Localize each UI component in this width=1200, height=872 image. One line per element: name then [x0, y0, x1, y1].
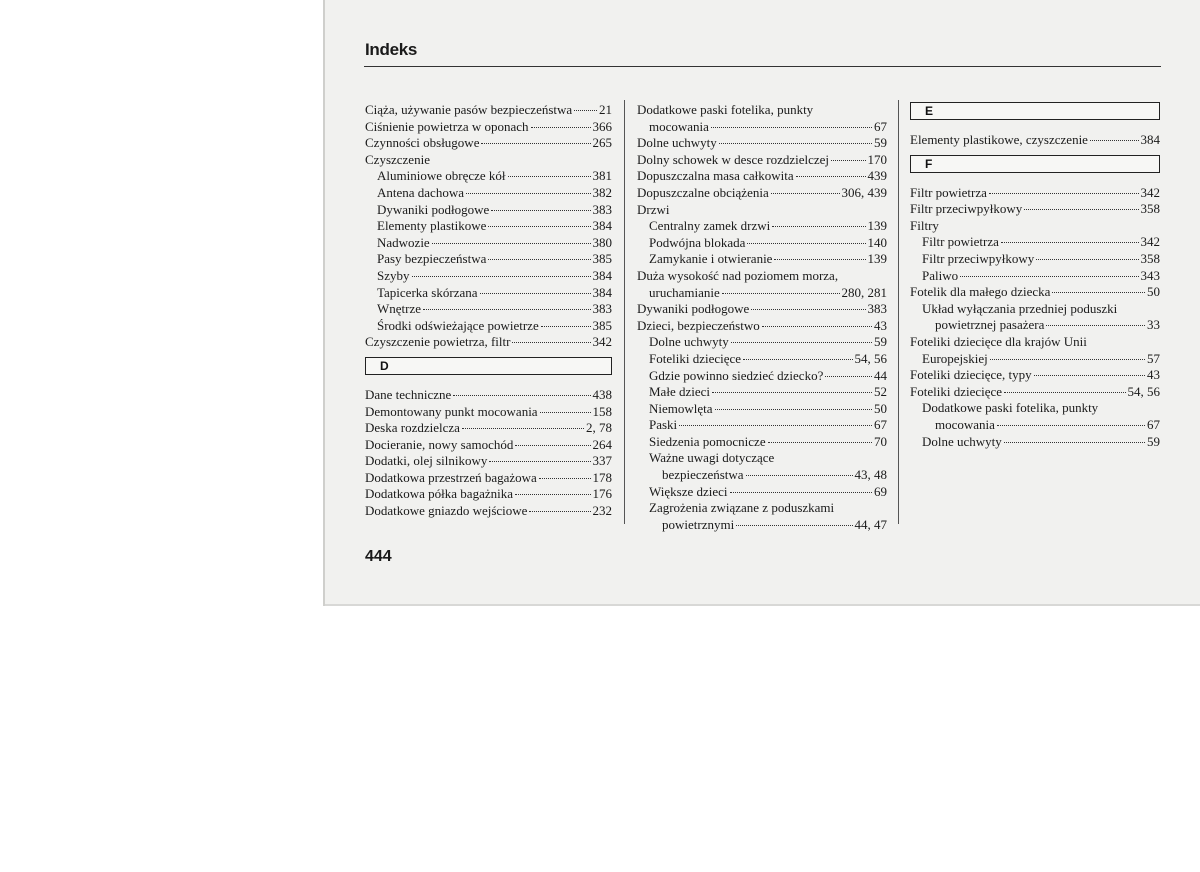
entry-text: Gdzie powinno siedzieć dziecko?	[649, 367, 824, 383]
entry-text: Paski	[649, 417, 678, 433]
dot-leader	[1046, 325, 1145, 326]
dot-leader	[432, 243, 591, 244]
entry-text: Fotelik dla małego dziecka	[910, 284, 1051, 300]
index-page	[323, 0, 1200, 606]
entry-page: 139	[867, 218, 887, 234]
entry-page: 366	[592, 118, 612, 134]
index-entry	[910, 317, 1160, 334]
index-entry	[365, 301, 612, 318]
entry-page: 21	[599, 102, 612, 117]
entry-text: mocowania	[649, 118, 709, 134]
dot-leader	[531, 127, 591, 128]
entry-page: 382	[592, 184, 612, 200]
dot-leader	[796, 176, 866, 177]
column-divider	[624, 100, 625, 524]
entry-text: Dopuszczalna masa całkowita	[637, 168, 794, 184]
entry-text: Dolne uchwyty	[922, 433, 1002, 449]
entry-text: mocowania	[935, 416, 995, 432]
dot-leader	[711, 127, 872, 128]
dot-leader	[515, 445, 590, 446]
entry-page: 232	[592, 503, 612, 519]
dot-leader	[541, 326, 591, 327]
dot-leader	[712, 392, 872, 393]
index-entry	[637, 500, 887, 517]
entry-page: 383	[592, 301, 612, 317]
index-entry	[637, 152, 887, 169]
entry-page: 50	[1147, 284, 1160, 300]
entry-text: Docieranie, nowy samochód	[365, 436, 514, 452]
entry-text: Dodatkowe gniazdo wejściowe	[365, 503, 528, 519]
entry-text: Aluminiowe obręcze kół	[377, 168, 506, 184]
entry-text: Filtr powietrza	[910, 184, 987, 200]
entry-text: powietrznej pasażera	[935, 317, 1045, 333]
dot-leader	[412, 276, 591, 277]
dot-leader	[1024, 209, 1138, 210]
index-entry	[637, 417, 887, 434]
entry-page: 176	[592, 486, 612, 502]
dot-leader	[989, 193, 1139, 194]
entry-page: 280, 281	[841, 284, 887, 300]
index-entry	[910, 234, 1160, 251]
dot-leader	[462, 428, 584, 429]
entry-page: 44, 47	[854, 516, 887, 532]
entry-text: Układ wyłączania przedniej poduszki	[922, 300, 1118, 316]
entry-text: Niemowlęta	[649, 400, 713, 416]
entry-text: Ciśnienie powietrza w oponach	[365, 118, 529, 134]
entry-text: Czyszczenie	[365, 151, 430, 167]
dot-leader	[719, 143, 872, 144]
index-entry	[365, 420, 612, 437]
entry-page: 67	[1147, 416, 1160, 432]
index-entry	[910, 268, 1160, 285]
index-entry	[365, 285, 612, 302]
entry-text: Zamykanie i otwieranie	[649, 251, 773, 267]
dot-leader	[831, 160, 865, 161]
entry-page: 385	[592, 251, 612, 267]
dot-leader	[771, 193, 840, 194]
entry-page: 264	[592, 436, 612, 452]
entry-page: 57	[1147, 350, 1160, 366]
entry-text: Podwójna blokada	[649, 234, 746, 250]
index-entry	[910, 417, 1160, 434]
index-entry	[910, 132, 1160, 149]
index-entry	[637, 450, 887, 467]
index-entry	[637, 434, 887, 451]
dot-leader	[825, 376, 872, 377]
index-entry	[637, 168, 887, 185]
dot-leader	[515, 494, 590, 495]
entry-page: 358	[1140, 250, 1160, 266]
index-entry	[365, 503, 612, 520]
dot-leader	[736, 525, 852, 526]
index-entry	[365, 453, 612, 470]
entry-page: 343	[1140, 267, 1160, 283]
entry-text: Foteliki dziecięce	[910, 383, 1003, 399]
index-entry	[637, 285, 887, 302]
index-entry	[910, 384, 1160, 401]
dot-leader	[960, 276, 1138, 277]
entry-page: 70	[874, 433, 887, 449]
entry-text: Duża wysokość nad poziomem morza,	[637, 267, 839, 283]
entry-page: 383	[867, 301, 887, 317]
index-entry	[910, 367, 1160, 384]
index-entry	[365, 168, 612, 185]
index-entry	[365, 334, 612, 351]
entry-page: 342	[1140, 234, 1160, 250]
entry-page: 59	[874, 135, 887, 151]
section-letter-box: F	[910, 155, 1160, 173]
index-entry	[365, 218, 612, 235]
entry-text: Dolne uchwyty	[649, 334, 729, 350]
entry-text: Dywaniki podłogowe	[637, 301, 750, 317]
entry-page: 358	[1140, 201, 1160, 217]
index-entry	[910, 301, 1160, 318]
index-entry	[910, 400, 1160, 417]
entry-page: 139	[867, 251, 887, 267]
index-column-3	[910, 102, 1160, 450]
entry-text: Dzieci, bezpieczeństwo	[637, 317, 760, 333]
page-number: 444	[365, 548, 392, 565]
entry-page: 170	[867, 151, 887, 167]
dot-leader	[574, 110, 597, 111]
dot-leader	[768, 442, 872, 443]
dot-leader	[679, 425, 872, 426]
dot-leader	[1034, 375, 1145, 376]
dot-leader	[453, 395, 590, 396]
index-entry	[365, 235, 612, 252]
entry-text: Foteliki dziecięce dla krajów Unii	[910, 333, 1087, 349]
entry-text: Wnętrze	[377, 301, 422, 317]
index-entry	[637, 102, 887, 119]
dot-leader	[1036, 259, 1138, 260]
index-entry	[637, 484, 887, 501]
entry-text: Dodatkowe paski fotelika, punkty	[637, 102, 814, 117]
entry-page: 59	[874, 334, 887, 350]
entry-page: 383	[592, 201, 612, 217]
entry-text: powietrznymi	[662, 516, 735, 532]
entry-page: 43	[1147, 367, 1160, 383]
entry-page: 306, 439	[841, 184, 887, 200]
entry-text: Filtr przeciwpyłkowy	[922, 250, 1035, 266]
entry-page: 43, 48	[854, 467, 887, 483]
entry-page: 54, 56	[1127, 383, 1160, 399]
dot-leader	[488, 259, 590, 260]
dot-leader	[746, 475, 853, 476]
index-entry	[910, 334, 1160, 351]
entry-page: 178	[592, 469, 612, 485]
column-divider	[898, 100, 899, 524]
index-entry	[365, 387, 612, 404]
entry-text: uruchamianie	[649, 284, 720, 300]
entry-text: Dolne uchwyty	[637, 135, 717, 151]
index-entry	[637, 268, 887, 285]
page-title: Indeks	[365, 40, 418, 59]
dot-leader	[762, 326, 872, 327]
index-entry	[637, 517, 887, 534]
index-entry	[637, 135, 887, 152]
dot-leader	[774, 259, 865, 260]
entry-text: Elementy plastikowe	[377, 218, 487, 234]
dot-leader	[491, 210, 590, 211]
dot-leader	[529, 511, 590, 512]
index-entry	[637, 251, 887, 268]
entry-text: Drzwi	[637, 201, 670, 217]
index-entry	[365, 470, 612, 487]
dot-leader	[508, 176, 591, 177]
dot-leader	[730, 492, 872, 493]
entry-text: Większe dzieci	[649, 483, 728, 499]
index-entry	[365, 486, 612, 503]
entry-page: 33	[1147, 317, 1160, 333]
entry-text: Dodatkowe paski fotelika, punkty	[922, 400, 1099, 416]
dot-leader	[1001, 242, 1139, 243]
index-entry	[637, 185, 887, 202]
entry-text: Elementy plastikowe, czyszczenie	[910, 132, 1088, 147]
entry-page: 44	[874, 367, 887, 383]
index-entry	[365, 268, 612, 285]
index-entry	[637, 467, 887, 484]
index-entry	[365, 202, 612, 219]
dot-leader	[466, 193, 591, 194]
entry-text: bezpieczeństwa	[662, 467, 744, 483]
entry-text: Filtr powietrza	[922, 234, 999, 250]
index-entry	[910, 251, 1160, 268]
dot-leader	[489, 461, 590, 462]
index-entry	[365, 102, 612, 119]
entry-page: 52	[874, 384, 887, 400]
entry-page: 385	[592, 317, 612, 333]
index-entry	[910, 185, 1160, 202]
index-entry	[910, 351, 1160, 368]
index-entry	[365, 119, 612, 136]
entry-text: Ciąża, używanie pasów bezpieczeństwa	[365, 102, 573, 117]
dot-leader	[747, 243, 865, 244]
entry-text: Ważne uwagi dotyczące	[649, 450, 775, 466]
entry-page: 140	[867, 234, 887, 250]
entry-page: 54, 56	[854, 350, 887, 366]
index-entry	[637, 218, 887, 235]
section-letter-box: E	[910, 102, 1160, 120]
entry-text: Dolny schowek w desce rozdzielczej	[637, 151, 830, 167]
entry-text: Foteliki dziecięce	[649, 350, 742, 366]
entry-page: 265	[592, 135, 612, 151]
index-entry	[637, 318, 887, 335]
index-entry	[365, 135, 612, 152]
entry-text: Dodatkowa półka bagażnika	[365, 486, 514, 502]
entry-text: Deska rozdzielcza	[365, 420, 460, 436]
dot-leader	[1052, 292, 1145, 293]
entry-text: Antena dachowa	[377, 184, 464, 200]
dot-leader	[423, 309, 590, 310]
entry-page: 67	[874, 118, 887, 134]
dot-leader	[751, 309, 865, 310]
entry-text: Zagrożenia związane z poduszkami	[649, 500, 835, 516]
index-entry	[910, 434, 1160, 451]
entry-page: 337	[592, 453, 612, 469]
entry-text: Filtr przeciwpyłkowy	[910, 201, 1023, 217]
index-entry	[365, 404, 612, 421]
dot-leader	[488, 226, 590, 227]
entry-text: Dywaniki podłogowe	[377, 201, 490, 217]
dot-leader	[772, 226, 865, 227]
dot-leader	[539, 478, 591, 479]
index-entry	[910, 284, 1160, 301]
entry-text: Dane techniczne	[365, 386, 452, 402]
index-entry	[637, 401, 887, 418]
entry-page: 384	[592, 218, 612, 234]
entry-text: Demontowany punkt mocowania	[365, 403, 538, 419]
index-entry	[365, 185, 612, 202]
entry-page: 384	[1140, 132, 1160, 147]
entry-text: Tapicerka skórzana	[377, 284, 478, 300]
entry-text: Dodatki, olej silnikowy	[365, 453, 488, 469]
entry-page: 67	[874, 417, 887, 433]
dot-leader	[480, 293, 591, 294]
dot-leader	[481, 143, 590, 144]
header-rule	[364, 66, 1161, 67]
entry-text: Nadwozie	[377, 234, 430, 250]
entry-text: Pasy bezpieczeństwa	[377, 251, 487, 267]
entry-page: 380	[592, 234, 612, 250]
entry-page: 59	[1147, 433, 1160, 449]
entry-text: Centralny zamek drzwi	[649, 218, 771, 234]
entry-text: Siedzenia pomocnicze	[649, 433, 766, 449]
dot-leader	[1004, 442, 1145, 443]
dot-leader	[997, 425, 1145, 426]
index-entry	[365, 251, 612, 268]
entry-text: Dopuszczalne obciążenia	[637, 184, 769, 200]
index-entry	[637, 368, 887, 385]
entry-text: Filtry	[910, 217, 939, 233]
index-entry	[365, 437, 612, 454]
index-column-1	[365, 102, 612, 520]
dot-leader	[731, 342, 872, 343]
index-entry	[637, 301, 887, 318]
entry-page: 50	[874, 400, 887, 416]
index-entry	[637, 235, 887, 252]
index-entry	[637, 351, 887, 368]
entry-page: 158	[592, 403, 612, 419]
entry-page: 384	[592, 267, 612, 283]
entry-text: Środki odświeżające powietrze	[377, 317, 539, 333]
dot-leader	[1090, 140, 1139, 141]
entry-text: Czyszczenie powietrza, filtr	[365, 334, 511, 350]
entry-text: Szyby	[377, 267, 410, 283]
dot-leader	[1004, 392, 1125, 393]
dot-leader	[512, 342, 590, 343]
entry-page: 2, 78	[586, 420, 612, 436]
dot-leader	[722, 293, 840, 294]
index-entry	[637, 384, 887, 401]
entry-page: 438	[592, 386, 612, 402]
entry-text: Czynności obsługowe	[365, 135, 480, 151]
index-entry	[365, 152, 612, 169]
entry-page: 43	[874, 317, 887, 333]
entry-text: Paliwo	[922, 267, 959, 283]
entry-text: Europejskiej	[922, 350, 988, 366]
dot-leader	[743, 359, 852, 360]
entry-page: 342	[592, 334, 612, 350]
entry-page: 342	[1140, 184, 1160, 200]
entry-page: 69	[874, 483, 887, 499]
entry-page: 381	[592, 168, 612, 184]
dot-leader	[990, 359, 1145, 360]
entry-text: Foteliki dziecięce, typy	[910, 367, 1032, 383]
index-entry	[910, 218, 1160, 235]
index-column-2	[637, 102, 887, 533]
index-entry	[365, 318, 612, 335]
entry-page: 439	[867, 168, 887, 184]
entry-page: 384	[592, 284, 612, 300]
index-entry	[637, 202, 887, 219]
index-entry	[910, 201, 1160, 218]
section-letter-box: D	[365, 357, 612, 375]
entry-text: Dodatkowa przestrzeń bagażowa	[365, 469, 537, 485]
index-entry	[637, 334, 887, 351]
entry-text: Małe dzieci	[649, 384, 710, 400]
index-entry	[637, 119, 887, 136]
dot-leader	[540, 412, 591, 413]
dot-leader	[715, 409, 872, 410]
